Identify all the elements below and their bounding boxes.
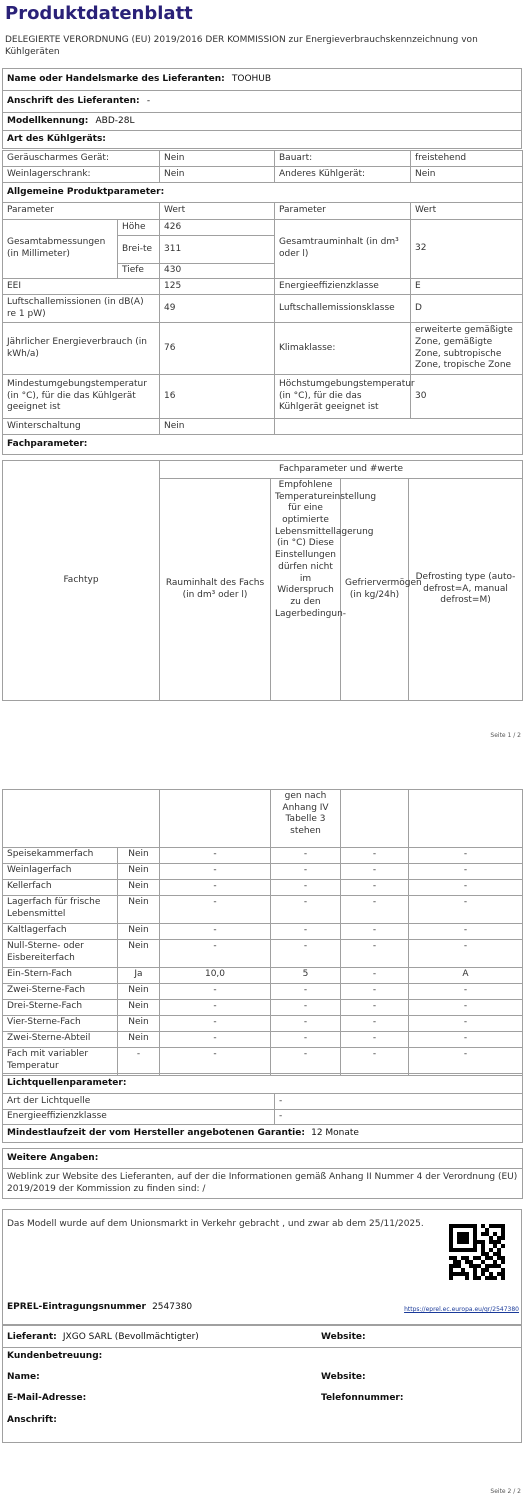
supplier-contact-row: Lieferant: JXGO SARL (Bevollmächtigter) — [7, 1332, 199, 1342]
further-text: Weblink zur Website des Lieferanten, auf der die Informationen gemäß Anhang II Nummer 4 der Verordnung (EU) 2019/2019 der Kommission zu finden sind: / — [3, 1169, 523, 1199]
min-temp-value: 16 — [160, 375, 275, 419]
warranty-row: Mindestlaufzeit der vom Hersteller angebotenen Garantie: 12 Monate — [3, 1125, 523, 1143]
compartment-defrost: - — [409, 848, 523, 864]
compartment-defrost: - — [409, 880, 523, 896]
compartment-freeze: - — [341, 880, 409, 896]
compartment-temp: - — [271, 924, 341, 940]
compartment-volume: - — [160, 864, 271, 880]
light-class-label: Energieeffizienzklasse — [3, 1110, 275, 1125]
compartment-freeze: - — [341, 1000, 409, 1016]
device-type-table — [2, 150, 523, 203]
compartment-temp: - — [271, 880, 341, 896]
compartment-defrost: - — [409, 940, 523, 968]
compartment-volume: - — [160, 1032, 271, 1048]
compartment-present: Nein — [118, 1032, 160, 1048]
table-row — [3, 1032, 523, 1048]
compartment-freeze: - — [341, 1032, 409, 1048]
compartment-present: Ja — [118, 968, 160, 984]
compartment-volume: - — [160, 880, 271, 896]
compartment-present: Nein — [118, 848, 160, 864]
temp-col-header: Empfohlene Temperatureinstellung für eine optimierte Lebensmittellagerung (in °C) Diese Einstellungen dürfen nicht im Widerspruch zu den Lagerbedingun- — [271, 479, 341, 701]
compartment-freeze: - — [341, 968, 409, 984]
compartment-present: Nein — [118, 940, 160, 968]
compartment-freeze: - — [341, 848, 409, 864]
compartment-volume: 10,0 — [160, 968, 271, 984]
page-1 — [0, 0, 525, 745]
compartment-volume: - — [160, 924, 271, 940]
compartment-freeze: - — [341, 940, 409, 968]
light-table — [2, 1073, 523, 1199]
table-row — [3, 1000, 523, 1016]
compartment-temp: - — [271, 864, 341, 880]
website-label-2: Website: — [321, 1372, 366, 1382]
depth-value: 430 — [160, 264, 275, 279]
group-header: Fachparameter und #werte — [160, 461, 523, 479]
compartment-present: Nein — [118, 880, 160, 896]
page-number-1: Seite 1 / 2 — [490, 732, 521, 739]
service-label: Kundenbetreuung: — [7, 1351, 103, 1361]
low-noise-label: Geräuscharmes Gerät: — [3, 151, 160, 167]
value-header: Wert — [160, 203, 275, 220]
light-type-label: Art der Lichtquelle — [3, 1094, 275, 1110]
compartment-defrost: - — [409, 864, 523, 880]
compartment-defrost: - — [409, 1048, 523, 1076]
further-heading: Weitere Angaben: — [3, 1149, 523, 1169]
compartment-present: Nein — [118, 924, 160, 940]
compartment-volume: - — [160, 896, 271, 924]
regulation-subtitle: DELEGIERTE VERORDNUNG (EU) 2019/2016 DER KOMMISSION zur Energieverbrauchskennzeichnung von Kühlgeräten — [5, 35, 478, 58]
compartment-name: Fach mit variabler Temperatur — [3, 1048, 118, 1076]
compartment-freeze: - — [341, 1048, 409, 1076]
other-value: Nein — [411, 167, 523, 183]
energy-class-label: Energieeffizienzklasse — [275, 279, 411, 295]
max-temp-value: 30 — [411, 375, 523, 419]
compartment-defrost: - — [409, 1032, 523, 1048]
compartment-temp: - — [271, 848, 341, 864]
noise-label: Luftschallemissionen (in dB(A) re 1 pW) — [3, 295, 160, 323]
qr-code-icon[interactable] — [449, 1224, 505, 1280]
device-type-heading: Art des Kühlgeräts: — [3, 131, 522, 149]
compartment-name: Ein-Stern-Fach — [3, 968, 118, 984]
compartment-name: Lagerfach für frische Lebensmittel — [3, 896, 118, 924]
compartment-defrost: A — [409, 968, 523, 984]
compartment-volume: - — [160, 848, 271, 864]
noise-value: 49 — [160, 295, 275, 323]
compartment-rows — [3, 848, 523, 1076]
page-number-2: Seite 2 / 2 — [490, 1488, 521, 1495]
eei-label: EEI — [3, 279, 160, 295]
width-value: 311 — [160, 236, 275, 264]
compartment-defrost: - — [409, 1016, 523, 1032]
temp-col-header-cont: gen nach Anhang IV Tabelle 3 stehen — [271, 790, 341, 848]
compartment-defrost: - — [409, 896, 523, 924]
compartment-volume: - — [160, 1048, 271, 1076]
supplier-contact-value: JXGO SARL (Bevollmächtigter) — [62, 1332, 199, 1342]
compartment-rows-table — [2, 847, 523, 1076]
width-label: Brei-te — [118, 236, 160, 264]
compartment-temp: 5 — [271, 968, 341, 984]
table-row — [3, 1016, 523, 1032]
table-row — [3, 848, 523, 864]
compartment-temp: - — [271, 1032, 341, 1048]
compartment-volume: - — [160, 984, 271, 1000]
compartment-present: Nein — [118, 1000, 160, 1016]
compartment-freeze: - — [341, 896, 409, 924]
supplier-name-value: TOOHUB — [231, 73, 272, 84]
compartment-freeze: - — [341, 864, 409, 880]
compartment-freeze: - — [341, 924, 409, 940]
name-label: Name: — [7, 1372, 40, 1382]
table-row — [3, 880, 523, 896]
compartment-defrost: - — [409, 984, 523, 1000]
compartment-name: Drei-Sterne-Fach — [3, 1000, 118, 1016]
compartment-present: Nein — [118, 864, 160, 880]
height-label: Höhe — [118, 220, 160, 236]
param-header-2: Parameter — [275, 203, 411, 220]
table-row — [3, 940, 523, 968]
page-2 — [0, 785, 525, 1500]
annual-value: 76 — [160, 323, 275, 375]
compartment-volume: - — [160, 940, 271, 968]
param-header: Parameter — [3, 203, 160, 220]
supplier-name-row: Name oder Handelsmarke des Lieferanten: TOOHUB — [3, 69, 522, 91]
general-heading: Allgemeine Produktparameter: — [3, 183, 523, 203]
light-class-value: - — [275, 1110, 523, 1125]
supplier-address-value: - — [146, 95, 151, 106]
supplier-table — [2, 68, 522, 149]
compartment-present: Nein — [118, 984, 160, 1000]
min-temp-label: Mindestumgebungstemperatur (in °C), für die das Kühlgerät geeignet ist — [3, 375, 160, 419]
compartment-temp: - — [271, 1016, 341, 1032]
page-title: Produktdatenblatt — [5, 3, 193, 24]
warranty-value: 12 Monate — [311, 1127, 359, 1138]
light-type-value: - — [275, 1094, 523, 1110]
table-row — [3, 968, 523, 984]
compartment-header-cont — [2, 789, 523, 848]
fachtyp-header: Fachtyp — [3, 461, 160, 701]
depth-label: Tiefe — [118, 264, 160, 279]
freeze-col-header: Gefriervermögen (in kg/24h) — [341, 479, 409, 701]
phone-label: Telefonnummer: — [321, 1393, 404, 1403]
noise-class-value: D — [411, 295, 523, 323]
model-row: Modellkennung: ABD-28L — [3, 113, 522, 131]
email-label: E-Mail-Adresse: — [7, 1393, 87, 1403]
market-text: Das Modell wurde auf dem Unionsmarkt in Verkehr gebracht , und zwar ab dem 25/11/2025. — [7, 1219, 424, 1229]
climate-label: Klimaklasse: — [275, 323, 411, 375]
compartment-present: - — [118, 1048, 160, 1076]
compartment-volume: - — [160, 1016, 271, 1032]
volume-value: 32 — [411, 220, 523, 279]
compartment-name: Kaltlagerfach — [3, 924, 118, 940]
supplier-address-row: Anschrift des Lieferanten: - — [3, 91, 522, 113]
value-header-2: Wert — [411, 203, 523, 220]
energy-class-value: E — [411, 279, 523, 295]
noise-class-label: Luftschallemissionsklasse — [275, 295, 411, 323]
compartment-temp: - — [271, 1000, 341, 1016]
compartment-name: Speisekammerfach — [3, 848, 118, 864]
compartment-header-table — [2, 460, 523, 701]
general-params-table — [2, 202, 523, 455]
compartment-temp: - — [271, 1048, 341, 1076]
address-label: Anschrift: — [7, 1415, 57, 1425]
table-row — [3, 1048, 523, 1076]
low-noise-value: Nein — [160, 151, 275, 167]
compartment-temp: - — [271, 940, 341, 968]
other-label: Anderes Kühlgerät: — [275, 167, 411, 183]
compartment-defrost: - — [409, 1000, 523, 1016]
table-row — [3, 896, 523, 924]
wine-label: Weinlagerschrank: — [3, 167, 160, 183]
compartment-present: Nein — [118, 896, 160, 924]
compartment-volume: - — [160, 1000, 271, 1016]
eprel-row: EPREL-Eintragungsnummer 2547380 — [7, 1302, 193, 1312]
climate-value: erweiterte gemäßigte Zone, gemäßigte Zone, subtropische Zone, tropische Zone — [411, 323, 523, 375]
defrost-col-header: Defrosting type (auto-defrost=A, manual defrost=M) — [409, 479, 523, 701]
volume-col-header: Rauminhalt des Fachs (in dm³ oder l) — [160, 479, 271, 701]
design-label: Bauart: — [275, 151, 411, 167]
volume-label: Gesamtrauminhalt (in dm³ oder l) — [275, 220, 411, 279]
winter-value: Nein — [160, 419, 275, 435]
compartment-name: Vier-Sterne-Fach — [3, 1016, 118, 1032]
model-value: ABD-28L — [95, 115, 135, 126]
height-value: 426 — [160, 220, 275, 236]
light-heading: Lichtquellenparameter: — [3, 1074, 523, 1094]
wine-value: Nein — [160, 167, 275, 183]
compartment-defrost: - — [409, 924, 523, 940]
table-row — [3, 864, 523, 880]
market-box — [2, 1209, 522, 1325]
compartment-name: Null-Sterne- oder Eisbereiterfach — [3, 940, 118, 968]
compartment-name: Zwei-Sterne-Fach — [3, 984, 118, 1000]
compartment-freeze: - — [341, 1016, 409, 1032]
compartment-present: Nein — [118, 1016, 160, 1032]
table-row — [3, 984, 523, 1000]
compartment-name: Zwei-Sterne-Abteil — [3, 1032, 118, 1048]
compartments-heading: Fachparameter: — [3, 435, 523, 455]
compartment-name: Kellerfach — [3, 880, 118, 896]
eei-value: 125 — [160, 279, 275, 295]
compartment-name: Weinlagerfach — [3, 864, 118, 880]
dims-label: Gesamtabmessungen (in Millimeter) — [3, 220, 118, 279]
eprel-link[interactable]: https://eprel.ec.europa.eu/qr/2547380 — [404, 1306, 519, 1313]
max-temp-label: Höchstumgebungstemperatur (in °C), für die das Kühlgerät geeignet ist — [275, 375, 411, 419]
website-label-1: Website: — [321, 1332, 366, 1342]
table-row — [3, 924, 523, 940]
contact-box — [2, 1325, 522, 1443]
compartment-temp: - — [271, 896, 341, 924]
eprel-value: 2547380 — [152, 1302, 193, 1312]
design-value: freistehend — [411, 151, 523, 167]
compartment-temp: - — [271, 984, 341, 1000]
winter-label: Winterschaltung — [3, 419, 160, 435]
compartment-freeze: - — [341, 984, 409, 1000]
annual-label: Jährlicher Energieverbrauch (in kWh/a) — [3, 323, 160, 375]
